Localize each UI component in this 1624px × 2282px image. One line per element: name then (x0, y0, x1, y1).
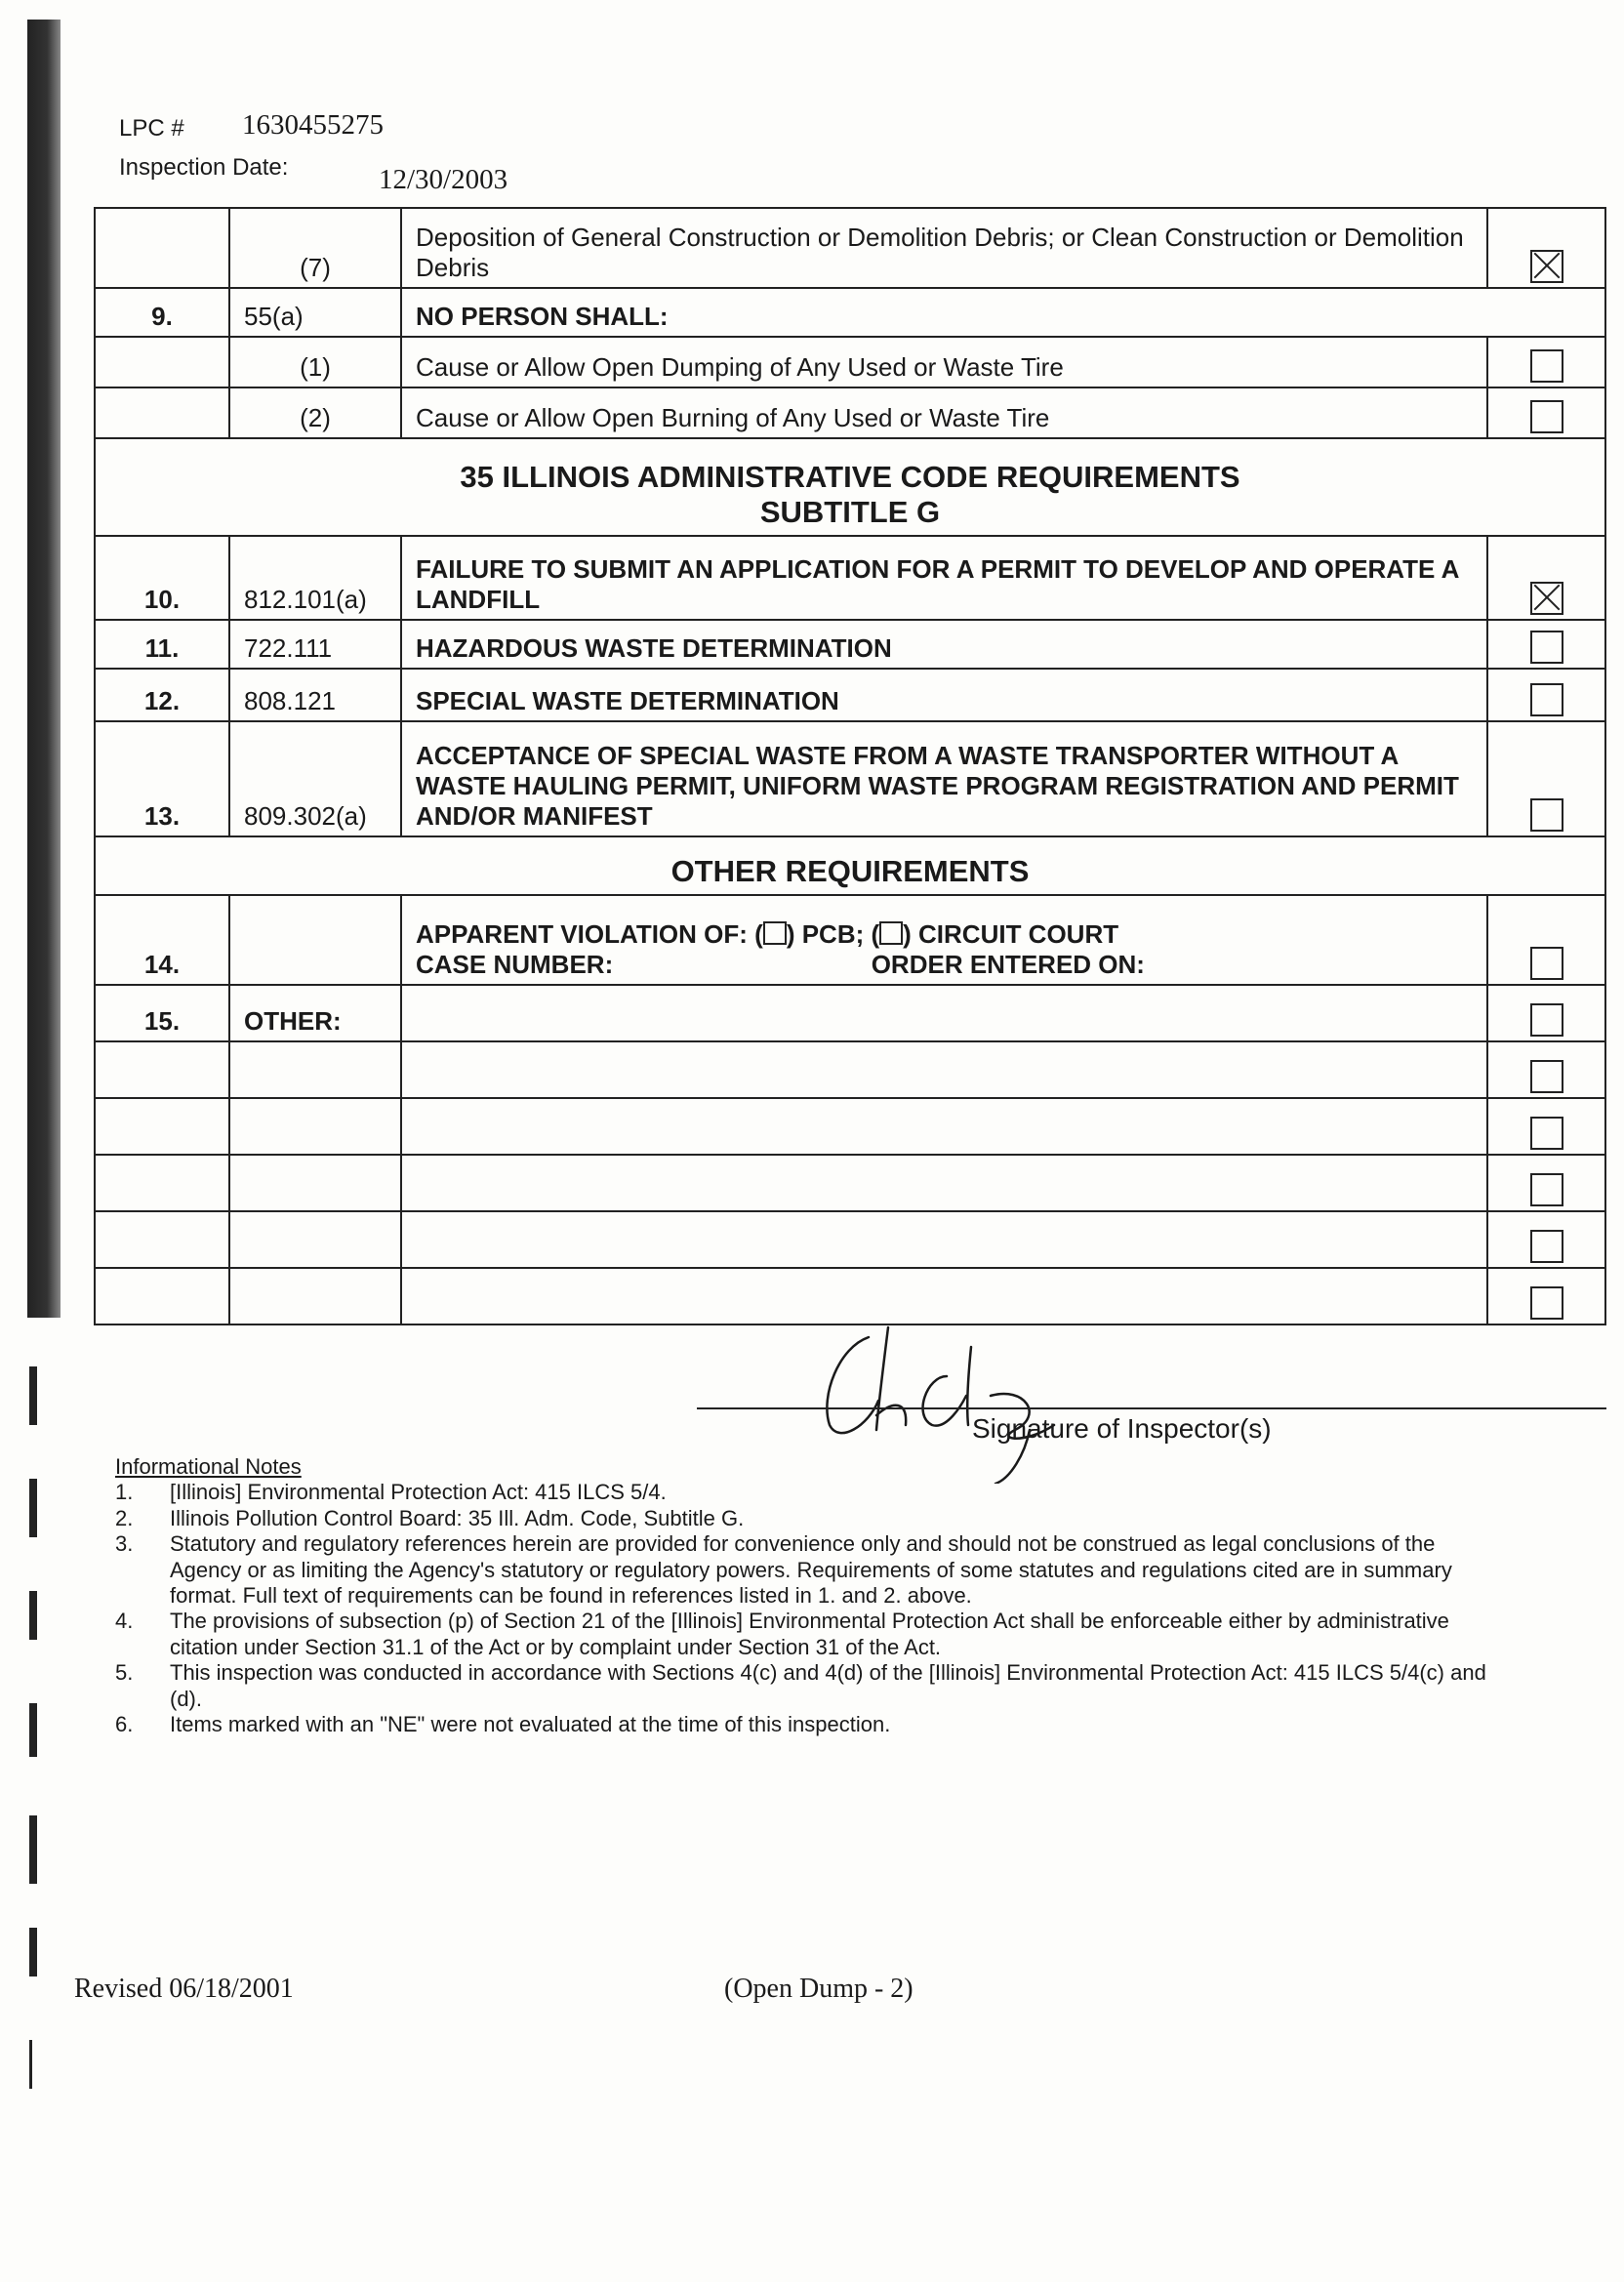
checkbox-checked[interactable] (1530, 582, 1563, 615)
table-row (95, 1098, 1605, 1155)
blank-text-field[interactable] (401, 1155, 1487, 1211)
inspection-date-value: 12/30/2003 (379, 164, 508, 195)
signature-label: Signature of Inspector(s) (972, 1413, 1272, 1444)
item-number: 11. (95, 620, 229, 669)
violation-checklist-table (94, 207, 1606, 1325)
checkbox[interactable] (1530, 947, 1563, 980)
citation: 55(a) (229, 288, 401, 337)
checkbox[interactable] (1530, 1117, 1563, 1150)
table-row (95, 536, 1605, 620)
requirement-text: FAILURE TO SUBMIT AN APPLICATION FOR A PERMIT TO DEVELOP AND OPERATE A LANDFILL (401, 536, 1487, 620)
section-title-line1: 35 ILLINOIS ADMINISTRATIVE CODE REQUIREMENTS (460, 459, 1240, 494)
table-row (95, 387, 1605, 438)
scan-mark (29, 1928, 37, 1976)
table-row (95, 288, 1605, 337)
inspection-date-header (119, 154, 508, 195)
scan-mark (29, 1591, 37, 1640)
checkbox[interactable] (1530, 349, 1563, 383)
list-item: 3. Statutory and regulatory references herein are provided for convenience only and should not be construed as legal conclusions of the Agency or as limiting the Agency's statutory or regulatory powers. Requirements of some statutes and regulations cited are in summary format. Full text of requirements can be found in references listed in 1. and 2. above. (115, 1531, 1452, 1608)
inspection-date-label: Inspection Date: (119, 154, 289, 181)
scan-mark (29, 2040, 32, 2089)
citation: (1) (229, 337, 401, 387)
blank-text-field[interactable] (401, 1211, 1487, 1268)
citation: (7) (229, 208, 401, 288)
page-label: (Open Dump - 2) (724, 1974, 914, 2004)
list-item: 5. This inspection was conducted in accordance with Sections 4(c) and 4(d) of the [Illinois] Environmental Protection Act: 415 ILCS 5/4(c) and (d). (115, 1660, 1486, 1711)
list-item: 6. Items marked with an "NE" were not evaluated at the time of this inspection. (115, 1711, 891, 1736)
table-row (95, 985, 1605, 1041)
scan-mark (29, 1703, 37, 1757)
item-number (95, 208, 229, 288)
case-number-label: CASE NUMBER: (416, 950, 614, 979)
requirement-text: Cause or Allow Open Dumping of Any Used or Waste Tire (401, 337, 1487, 387)
table-row (95, 1155, 1605, 1211)
citation: 809.302(a) (229, 721, 401, 836)
table-row (95, 669, 1605, 721)
checkbox[interactable] (1530, 631, 1563, 664)
citation: 812.101(a) (229, 536, 401, 620)
blank-text-field[interactable] (401, 1098, 1487, 1155)
item-number: 9. (95, 288, 229, 337)
checkbox[interactable] (1530, 798, 1563, 832)
item-number: 10. (95, 536, 229, 620)
section-title-other: OTHER REQUIREMENTS (95, 836, 1605, 895)
lpc-value: 1630455275 (242, 109, 384, 141)
table-row (95, 620, 1605, 669)
apparent-violation-cell (401, 895, 1487, 985)
requirement-text: SPECIAL WASTE DETERMINATION (401, 669, 1487, 721)
apparent-violation-label: APPARENT VIOLATION OF: ( (416, 919, 763, 949)
checkbox[interactable] (1530, 400, 1563, 433)
list-item: 2. Illinois Pollution Control Board: 35 Ill. Adm. Code, Subtitle G. (115, 1505, 745, 1530)
requirement-text: NO PERSON SHALL: (401, 288, 1605, 337)
list-item: 1. [Illinois] Environmental Protection Act: 415 ILCS 5/4. (115, 1480, 667, 1505)
citation: (2) (229, 387, 401, 438)
pcb-checkbox[interactable] (763, 921, 787, 945)
item-number: 12. (95, 669, 229, 721)
requirement-text: Cause or Allow Open Burning of Any Used or Waste Tire (401, 387, 1487, 438)
revised-date: Revised 06/18/2001 (74, 1974, 294, 2004)
section-title-line2: SUBTITLE G (759, 495, 941, 530)
citation: 808.121 (229, 669, 401, 721)
pcb-label: ) PCB; ( (786, 919, 880, 949)
table-row (95, 1041, 1605, 1098)
scan-mark (29, 1366, 37, 1425)
checkbox[interactable] (1530, 1230, 1563, 1263)
section-header-row (95, 836, 1605, 895)
checkbox[interactable] (1530, 1060, 1563, 1093)
lpc-header (119, 109, 384, 143)
checkbox[interactable] (1530, 683, 1563, 716)
other-text-field[interactable] (401, 985, 1487, 1041)
scan-mark (29, 1815, 37, 1884)
citation: 722.111 (229, 620, 401, 669)
item-number: 15. (95, 985, 229, 1041)
section-title-subtitle-g (95, 438, 1605, 536)
requirement-text: HAZARDOUS WASTE DETERMINATION (401, 620, 1487, 669)
table-row (95, 208, 1605, 288)
list-item: 4. The provisions of subsection (p) of Section 21 of the [Illinois] Environmental Protection Act shall be enforceable either by administrative citation under Section 31.1 of the Act or by complaint under Section 31 of the Act. (115, 1609, 1449, 1659)
notes-list (115, 1480, 1511, 1737)
item-number: 14. (95, 895, 229, 985)
notes-title: Informational Notes (115, 1454, 302, 1479)
checkbox[interactable] (1530, 1286, 1563, 1320)
section-header-row (95, 438, 1605, 536)
table-row (95, 337, 1605, 387)
requirement-text: Deposition of General Construction or Demolition Debris; or Clean Construction or Demolition Debris (401, 208, 1487, 288)
circuit-court-label: ) CIRCUIT COURT (903, 919, 1119, 949)
item-number (95, 387, 229, 438)
item-number: 13. (95, 721, 229, 836)
checkbox[interactable] (1530, 1173, 1563, 1206)
item-number (95, 337, 229, 387)
lpc-label: LPC # (119, 115, 184, 142)
table-row (95, 721, 1605, 836)
scan-mark (29, 1479, 37, 1537)
blank-text-field[interactable] (401, 1041, 1487, 1098)
table-row (95, 895, 1605, 985)
citation: OTHER: (229, 985, 401, 1041)
informational-notes (115, 1454, 1511, 1737)
circuit-court-checkbox[interactable] (879, 921, 903, 945)
order-entered-label: ORDER ENTERED ON: (871, 950, 1145, 979)
scan-edge-shadow (27, 20, 61, 1318)
table-row (95, 1211, 1605, 1268)
checkbox[interactable] (1530, 1003, 1563, 1037)
signature-line (697, 1407, 1606, 1409)
checkbox-checked[interactable] (1530, 250, 1563, 283)
requirement-text: ACCEPTANCE OF SPECIAL WASTE FROM A WASTE TRANSPORTER WITHOUT A WASTE HAULING PERMIT, UNIFORM WASTE PROGRAM REGISTRATION AND PERMIT AND/OR MANIFEST (401, 721, 1487, 836)
